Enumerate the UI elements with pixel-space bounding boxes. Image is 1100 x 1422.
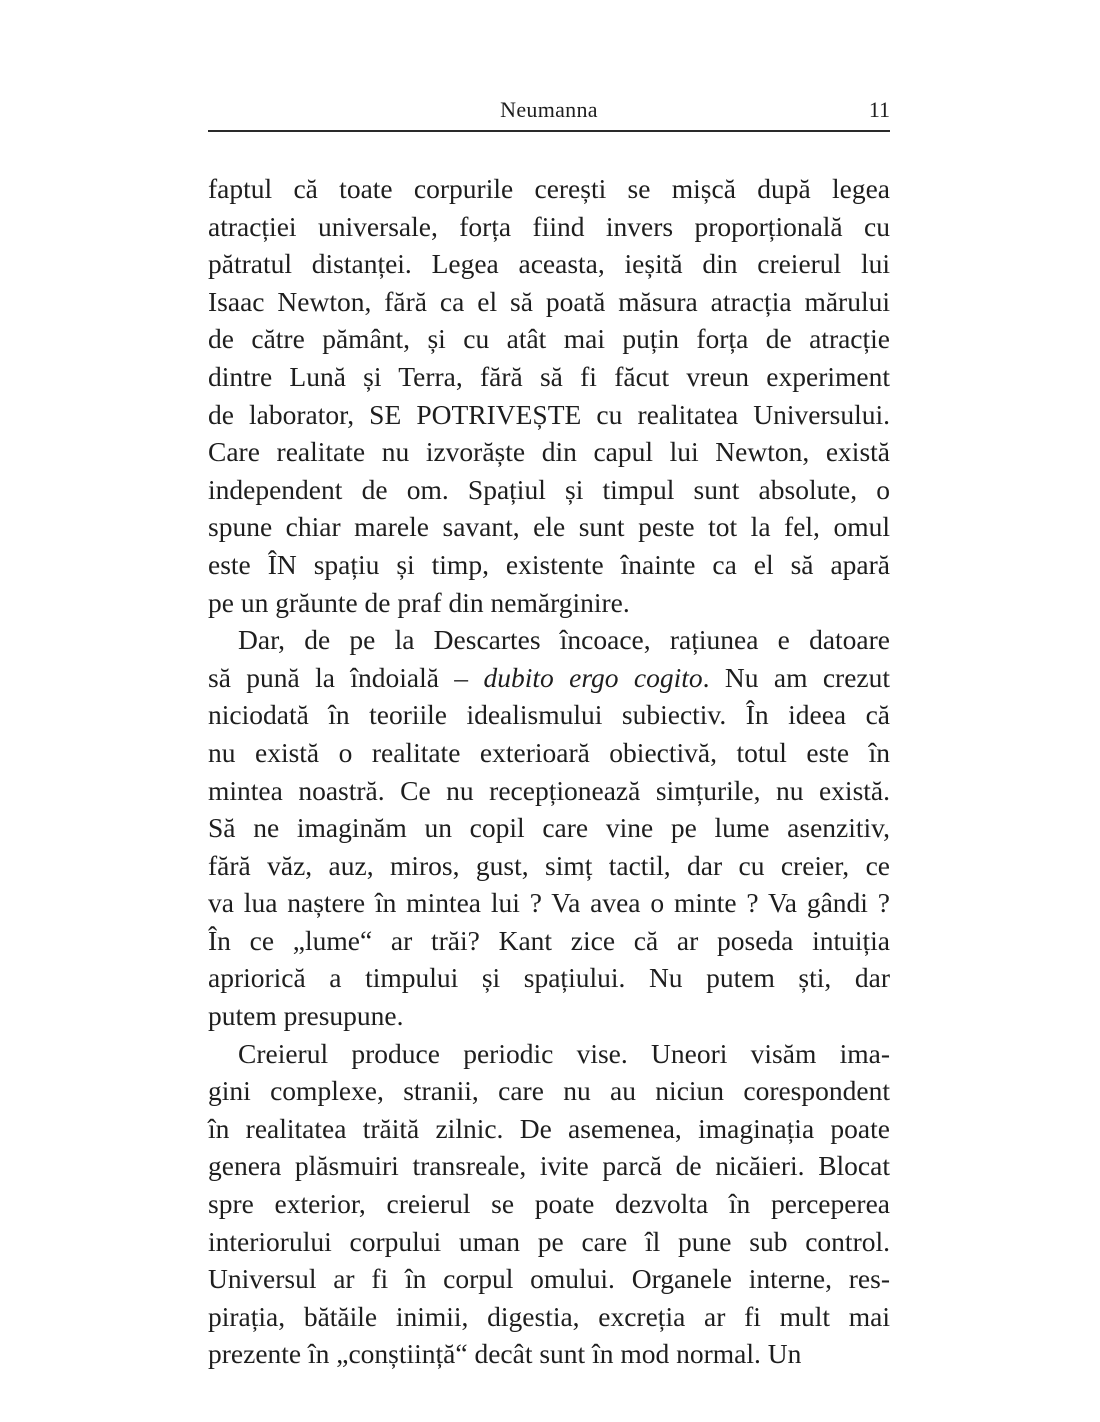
text-segment: independent de om. Spațiul și timpul sunt absolute, o <box>208 473 890 505</box>
text-line <box>208 696 890 734</box>
text-line <box>208 621 890 659</box>
text-segment: să pună la îndoială – <box>208 661 484 693</box>
text-line <box>208 809 890 847</box>
text-segment: putem presupune. <box>208 1000 404 1032</box>
text-segment: spune chiar marele savant, ele sunt peste tot la fel, omul <box>208 511 890 543</box>
paragraph <box>208 170 890 621</box>
text-segment: faptul că toate corpurile cerești se mișcă după legea <box>208 173 890 204</box>
text-segment: mintea noastră. Ce nu recepționează simțurile, nu există. <box>208 774 890 806</box>
text-segment: pirația, bătăile inimii, digestia, excreția ar fi mult mai <box>208 1300 890 1332</box>
text-line <box>208 1298 890 1336</box>
text-line <box>208 1147 890 1185</box>
italic-phrase: dubito ergo cogito <box>483 661 703 693</box>
text-line <box>208 1335 890 1373</box>
text-segment: niciodată în teoriile idealismului subiectiv. În ideea că <box>208 699 890 731</box>
text-segment: gini complexe, stranii, care nu au niciun corespondent <box>208 1075 890 1107</box>
text-line <box>208 772 890 810</box>
text-line <box>208 433 890 471</box>
text-line <box>208 959 890 997</box>
text-line <box>208 1035 890 1073</box>
header-rule <box>208 130 890 132</box>
text-line <box>208 358 890 396</box>
text-line <box>208 546 890 584</box>
text-line <box>208 922 890 960</box>
text-line <box>208 471 890 509</box>
body-text <box>208 170 890 1373</box>
text-segment: În ce „lume“ ar trăi? Kant zice că ar poseda intuiția <box>208 924 890 956</box>
text-segment: de către pământ, și cu atât mai puțin forța de atracție <box>208 323 890 355</box>
text-line <box>208 320 890 358</box>
running-header <box>208 95 890 125</box>
page-number: 11 <box>868 97 890 122</box>
text-segment: apriorică a timpului și spațiului. Nu putem ști, dar <box>208 962 890 994</box>
text-line <box>208 659 890 697</box>
text-line <box>208 396 890 434</box>
text-segment: nu există o realitate exterioară obiectivă, totul este în <box>208 736 890 768</box>
text-line <box>208 245 890 283</box>
text-segment: va lua naștere în mintea lui ? Va avea o minte ? Va gândi ? <box>208 887 890 919</box>
text-segment: Să ne imaginăm un copil care vine pe lume asenzitiv, <box>208 812 890 844</box>
text-segment: . Nu am crezut <box>702 661 891 693</box>
text-segment: Care realitate nu izvorăște din capul lui Newton, există <box>208 436 890 468</box>
text-segment: spre exterior, creierul se poate dezvolta în perceperea <box>208 1188 890 1220</box>
text-segment: în realitatea trăită zilnic. De asemenea, imaginația poate <box>208 1112 890 1144</box>
text-segment: fără văz, auz, miros, gust, simț tactil, dar cu creier, ce <box>208 849 890 881</box>
text-line <box>208 997 890 1035</box>
text-line <box>208 884 890 922</box>
text-segment: Isaac Newton, fără ca el să poată măsura atracția mărului <box>208 285 890 317</box>
running-title: Neumanna <box>500 97 598 122</box>
text-line <box>208 1223 890 1261</box>
text-line <box>208 208 890 246</box>
paragraph <box>208 1035 890 1373</box>
text-segment: pătratul distanței. Legea aceasta, ieșită din creierul lui <box>208 248 890 280</box>
text-segment: prezente în „conștiință“ decât sunt în mod normal. Un <box>208 1338 802 1370</box>
text-segment: dintre Lună și Terra, fără să fi făcut vreun experiment <box>208 360 890 392</box>
text-line <box>208 847 890 885</box>
text-segment: este ÎN spațiu și timp, existente înainte ca el să apară <box>208 548 890 580</box>
text-line <box>208 1185 890 1223</box>
text-segment: Creierul produce periodic vise. Uneori visăm ima- <box>238 1037 890 1069</box>
text-segment: de laborator, SE POTRIVEȘTE cu realitatea Universului. <box>208 398 890 430</box>
text-line <box>208 1072 890 1110</box>
text-segment: pe un grăunte de praf din nemărginire. <box>208 586 630 618</box>
text-line <box>208 734 890 772</box>
text-segment: Dar, de pe la Descartes încoace, rațiunea e datoare <box>238 624 890 656</box>
text-line <box>208 1260 890 1298</box>
text-line <box>208 283 890 321</box>
text-line <box>208 1110 890 1148</box>
text-line <box>208 508 890 546</box>
text-line <box>208 584 890 622</box>
text-line <box>208 170 890 208</box>
text-segment: Universul ar fi în corpul omului. Organele interne, res- <box>208 1263 890 1295</box>
text-segment: interiorului corpului uman pe care îl pune sub control. <box>208 1225 890 1257</box>
text-segment: genera plăsmuiri transreale, ivite parcă de nicăieri. Blocat <box>208 1150 890 1182</box>
text-segment: atracției universale, forța fiind invers proporțională cu <box>208 210 890 242</box>
paragraph <box>208 621 890 1035</box>
